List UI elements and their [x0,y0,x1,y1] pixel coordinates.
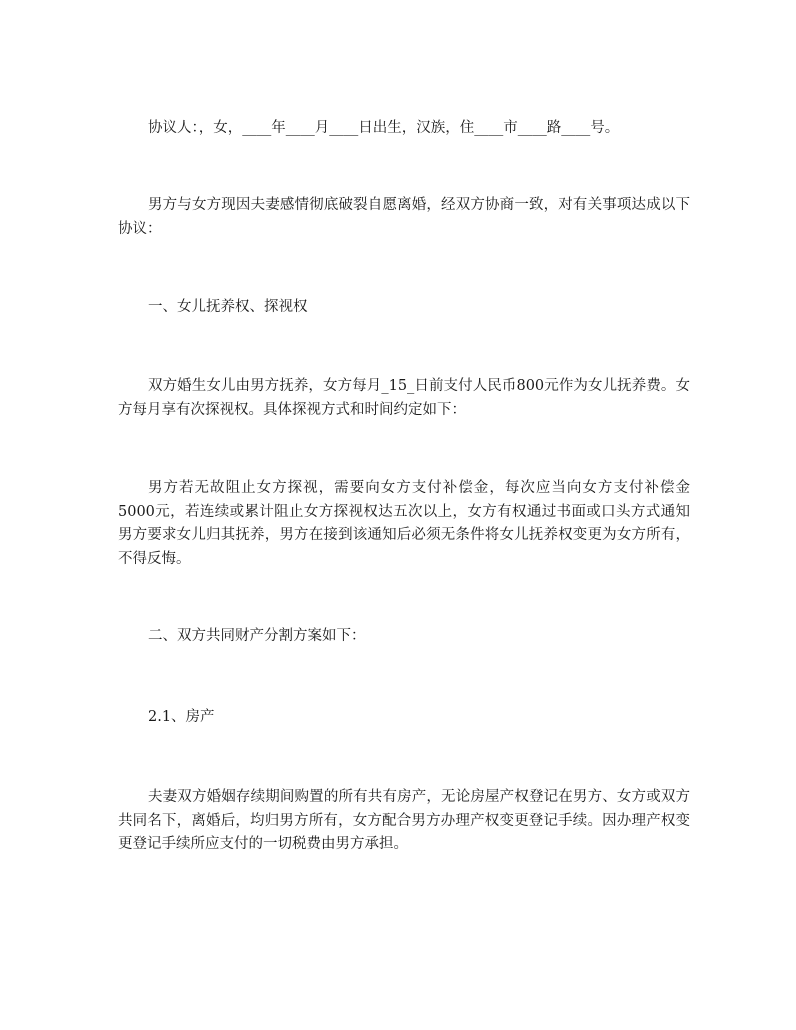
section-heading-property: 二、双方共同财产分割方案如下： [148,628,366,644]
agreement-intro-paragraph: 男方与女方现因夫妻感情彻底破裂自愿离婚，经双方协商一致，对有关事项达成以下协议： [118,197,690,237]
subsection-heading-real-estate: 2.1、房产 [148,709,215,725]
party-info-paragraph: 协议人：，女，____年____月____日出生，汉族，住____市____路____号。 [148,120,620,136]
visitation-compensation-paragraph: 男方若无故阻止女方探视，需要向女方支付补偿金，每次应当向女方支付补偿金5000元，若连续或累计阻止女方探视权达五次以上，女方有权通过书面或口头方式通知男方要求女儿归其抚养，男方在接到该通知后必须无条件将女儿抚养权变更为女方所有，不得反悔。 [118,480,690,567]
real-estate-paragraph: 夫妻双方婚姻存续期间购置的所有共有房产，无论房屋产权登记在男方、女方或双方共同名下，离婚后，均归男方所有，女方配合男方办理产权变更登记手续。因办理产权变更登记手续所应支付的一切税费由男方承担。 [118,789,690,852]
custody-paragraph: 双方婚生女儿由男方抚养，女方每月_15_日前支付人民币800元作为女儿抚养费。女方每月享有次探视权。具体探视方式和时间约定如下： [118,378,690,418]
section-heading-custody: 一、女儿抚养权、探视权 [148,299,308,315]
